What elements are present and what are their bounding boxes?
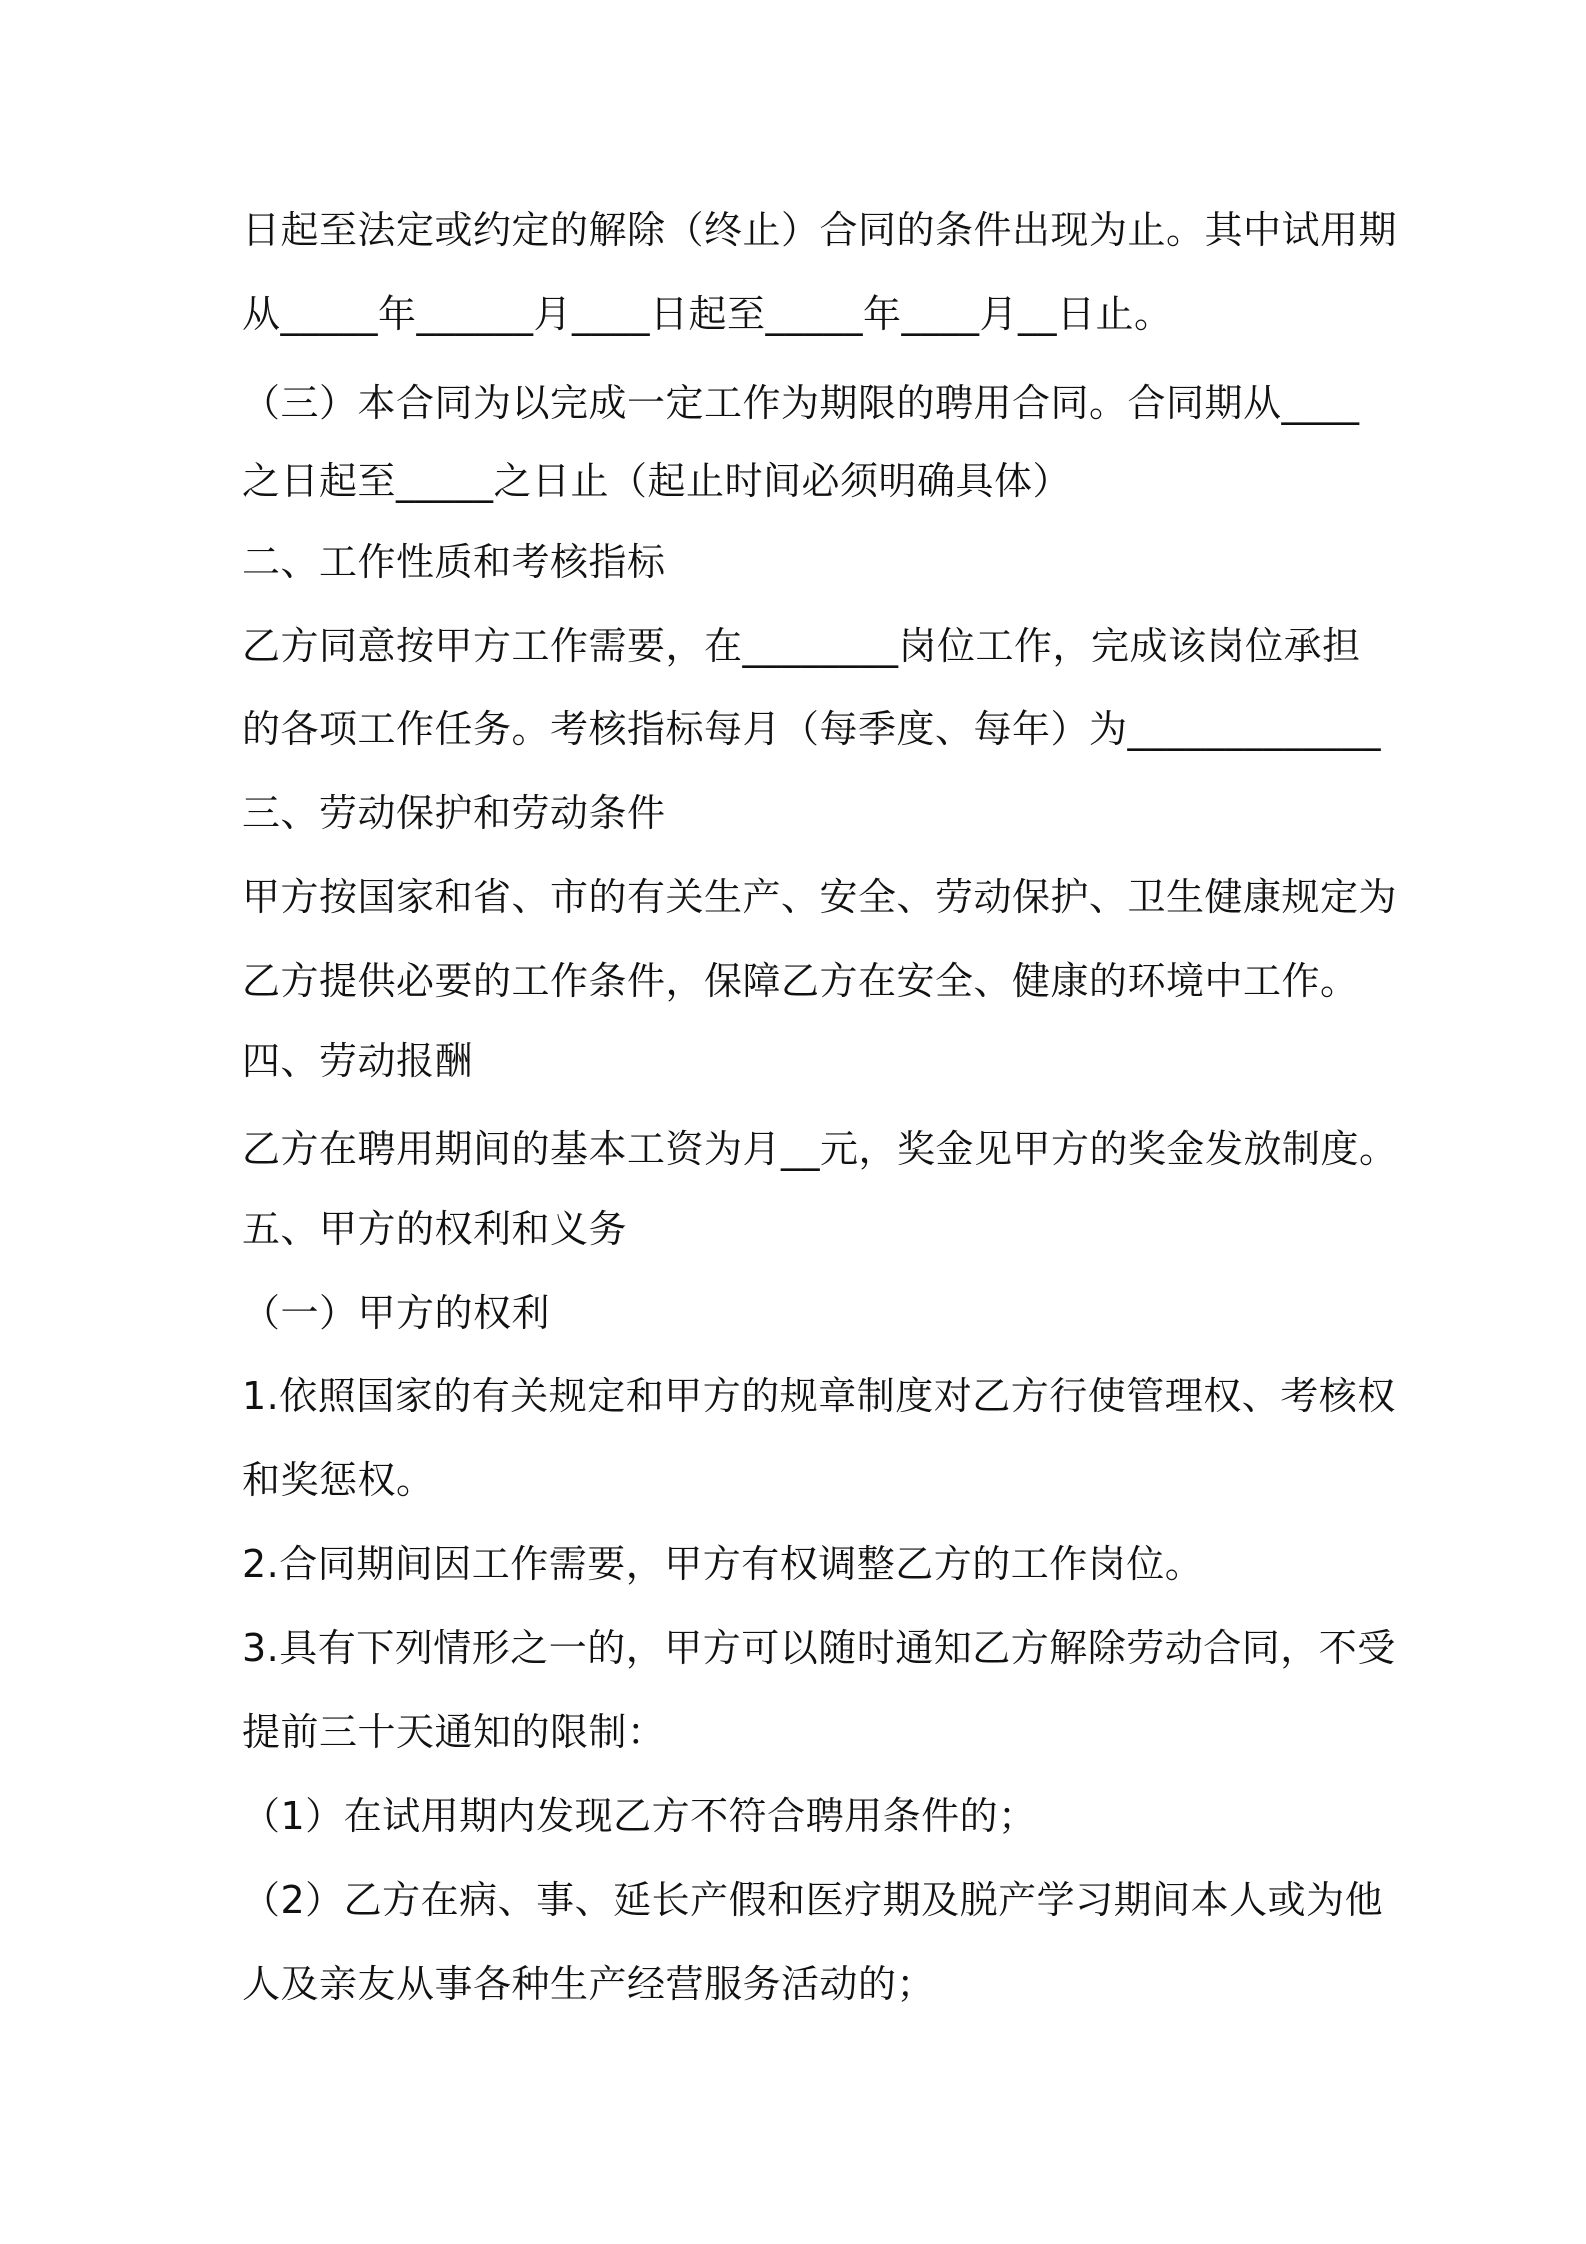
text-line-17: 2.合同期间因工作需要，甲方有权调整乙方的工作岗位。 (242, 1542, 1204, 1586)
text-line-18: 3.具有下列情形之一的，甲方可以随时通知乙方解除劳动合同，不受 (242, 1626, 1396, 1670)
text-line-19: 提前三十天通知的限制： (242, 1710, 666, 1754)
text-line-2: 从_____年______月____日起至_____年____月__日止。 (242, 292, 1173, 336)
section-heading-5: 五、甲方的权利和义务 (242, 1207, 628, 1251)
text-line-20: （1）在试用期内发现乙方不符合聘用条件的； (242, 1794, 1037, 1838)
text-line-10: 乙方提供必要的工作条件，保障乙方在安全、健康的环境中工作。 (242, 959, 1359, 1003)
text-line-16: 和奖惩权。 (242, 1458, 435, 1502)
text-line-1: 日起至法定或约定的解除（终止）合同的条件出现为止。其中试用期 (242, 208, 1398, 252)
section-heading-2: 二、工作性质和考核指标 (242, 540, 666, 584)
text-line-22: 人及亲友从事各种生产经营服务活动的； (242, 1962, 936, 2006)
text-line-15: 1.依照国家的有关规定和甲方的规章制度对乙方行使管理权、考核权 (242, 1374, 1396, 1418)
text-line-3: （三）本合同为以完成一定工作为期限的聘用合同。合同期从____ (242, 381, 1360, 425)
text-line-12: 乙方在聘用期间的基本工资为月__元，奖金见甲方的奖金发放制度。 (242, 1127, 1398, 1171)
text-line-21: （2）乙方在病、事、延长产假和医疗期及脱产学习期间本人或为他 (242, 1878, 1384, 1922)
section-heading-3: 三、劳动保护和劳动条件 (242, 791, 666, 835)
text-line-4: 之日起至_____之日止（起止时间必须明确具体） (242, 459, 1072, 503)
text-line-7: 的各项工作任务。考核指标每月（每季度、每年）为_____________ (242, 707, 1382, 751)
subsection-heading-1: （一）甲方的权利 (242, 1291, 551, 1335)
text-line-6: 乙方同意按甲方工作需要，在________岗位工作，完成该岗位承担 (242, 624, 1361, 668)
text-line-9: 甲方按国家和省、市的有关生产、安全、劳动保护、卫生健康规定为 (242, 875, 1398, 919)
section-heading-4: 四、劳动报酬 (242, 1039, 474, 1083)
